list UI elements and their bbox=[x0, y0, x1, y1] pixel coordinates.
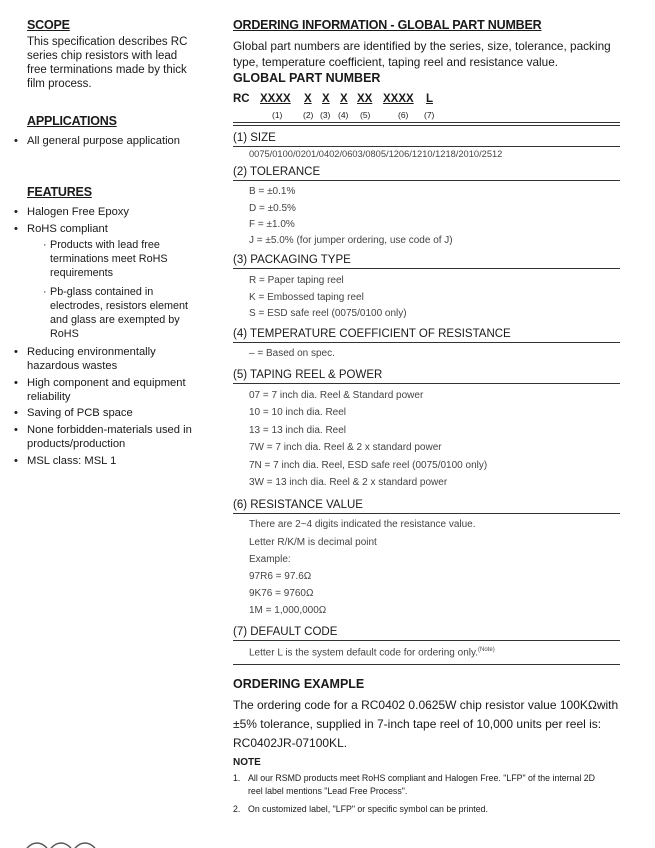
tcr-item: – = Based on spec. bbox=[249, 348, 335, 359]
packaging-item: S = ESD safe reel (0075/0100 only) bbox=[249, 308, 407, 319]
part-field: XX bbox=[357, 93, 373, 105]
tolerance-item: J = ±5.0% (for jumper ordering, use code of J) bbox=[249, 235, 453, 246]
scope-heading: SCOPE bbox=[27, 18, 70, 32]
features-heading: FEATURES bbox=[27, 185, 92, 199]
taping-item: 7N = 7 inch dia. Reel, ESD safe reel (0075/0100 only) bbox=[249, 460, 488, 471]
part-label: (1) bbox=[272, 110, 283, 120]
part-prefix: RC bbox=[233, 93, 250, 105]
taping-item: 13 = 13 inch dia. Reel bbox=[249, 425, 347, 436]
part-field: L bbox=[426, 93, 434, 105]
logo-fragment-icon bbox=[25, 836, 105, 848]
tolerance-item: B = ±0.1% bbox=[249, 186, 296, 197]
section-divider bbox=[233, 664, 620, 665]
scope-line: film process. bbox=[27, 78, 92, 90]
feature-item: • Halogen Free Epoxy bbox=[14, 206, 129, 218]
default-code-item: Letter L is the system default code for ordering only.$^{(Note)}$ bbox=[249, 647, 495, 659]
part-label: (5) bbox=[360, 110, 371, 120]
taping-item: 3W = 13 inch dia. Reel & 2 x standard power bbox=[249, 477, 448, 488]
section-default-code-heading: (7) DEFAULT CODE bbox=[233, 626, 620, 641]
applications-heading: APPLICATIONS bbox=[27, 114, 117, 128]
feature-item: • Reducing environmentally hazardous wastes bbox=[14, 346, 156, 373]
feature-item: • MSL class: MSL 1 bbox=[14, 455, 117, 467]
scope-text bbox=[27, 35, 217, 91]
taping-item: 07 = 7 inch dia. Reel & Standard power bbox=[249, 390, 424, 401]
part-label: (6) bbox=[398, 110, 409, 120]
scope-line: series chip resistors with lead bbox=[27, 50, 178, 62]
part-label: (4) bbox=[338, 110, 349, 120]
application-item: • All general purpose application bbox=[14, 135, 180, 147]
taping-item: 7W = 7 inch dia. Reel & 2 x standard power bbox=[249, 442, 442, 453]
resistance-item: Example: bbox=[249, 554, 291, 565]
feature-item: • RoHS compliant bbox=[14, 223, 108, 235]
feature-item: • High component and equipment reliability bbox=[14, 377, 186, 404]
section-tolerance-heading: (2) TOLERANCE bbox=[233, 166, 620, 181]
section-size-heading: (1) SIZE bbox=[233, 132, 620, 147]
ordering-example-text: The ordering code for a RC0402 0.0625W chip resistor value 100KΩwith ±5% tolerance, supplied in 7-inch tape reel of 10,000 units per reel is: RC0402JR-07100KL. bbox=[233, 698, 619, 750]
part-field: XXXX bbox=[260, 93, 291, 105]
part-field: X bbox=[322, 93, 330, 105]
ordering-heading: ORDERING INFORMATION - GLOBAL PART NUMBER bbox=[233, 18, 542, 32]
section-divider bbox=[233, 122, 620, 126]
section-taping-heading: (5) TAPING REEL & POWER bbox=[233, 369, 620, 384]
scope-line: This specification describes RC bbox=[27, 36, 188, 48]
section-resistance-heading: (6) RESISTANCE VALUE bbox=[233, 499, 620, 514]
resistance-item: 9K76 = 9760Ω bbox=[249, 588, 314, 599]
resistance-item: 97R6 = 97.6Ω bbox=[249, 571, 312, 582]
size-item: 0075/0100/0201/0402/0603/0805/1206/1210/1218/2010/2512 bbox=[249, 149, 503, 159]
resistance-item: 1M = 1,000,000Ω bbox=[249, 605, 327, 616]
feature-subitem: · Pb-glass contained in electrodes, resistors element and glass are exempted by RoHS bbox=[43, 286, 189, 340]
ordering-example-heading: ORDERING EXAMPLE bbox=[233, 677, 365, 691]
note-item: 2. bbox=[233, 804, 241, 814]
resistance-item: There are 2~4 digits indicated the resistance value. bbox=[249, 519, 476, 530]
ordering-intro: Global part numbers are identified by the series, size, tolerance, packing type, temperature coefficient, taping reel and resistance value. bbox=[233, 39, 611, 69]
note-item: 1. bbox=[233, 773, 241, 783]
taping-item: 10 = 10 inch dia. Reel bbox=[249, 407, 347, 418]
part-field: XXXX bbox=[383, 93, 414, 105]
tolerance-item: F = ±1.0% bbox=[249, 219, 295, 230]
gpn-heading: GLOBAL PART NUMBER bbox=[233, 71, 381, 85]
part-label: (3) bbox=[320, 110, 331, 120]
feature-item: • None forbidden-materials used in products/production bbox=[14, 424, 192, 451]
packaging-item: K = Embossed taping reel bbox=[249, 292, 364, 303]
part-field: X bbox=[304, 93, 312, 105]
feature-subitem: · Products with lead free terminations meet RoHS requirements bbox=[43, 239, 168, 279]
scope-line: free terminations made by thick bbox=[27, 64, 187, 76]
note-item-text: All our RSMD products meet RoHS compliant and Halogen Free. "LFP" of the internal 2D reel label mentions "Lead Free Process". bbox=[248, 773, 596, 796]
section-packaging-heading: (3) PACKAGING TYPE bbox=[233, 254, 620, 269]
packaging-item: R = Paper taping reel bbox=[249, 275, 344, 286]
part-field: X bbox=[340, 93, 348, 105]
section-tcr-heading: (4) TEMPERATURE COEFFICIENT OF RESISTANCE bbox=[233, 328, 620, 343]
part-label: (7) bbox=[424, 110, 435, 120]
resistance-item: Letter R/K/M is decimal point bbox=[249, 537, 377, 548]
part-label: (2) bbox=[303, 110, 314, 120]
note-mark: (Note) bbox=[478, 647, 495, 653]
tolerance-item: D = ±0.5% bbox=[249, 203, 296, 214]
note-heading: NOTE bbox=[233, 757, 261, 768]
note-item-text: On customized label, "LFP" or specific symbol can be printed. bbox=[248, 804, 488, 814]
feature-item: • Saving of PCB space bbox=[14, 407, 133, 419]
